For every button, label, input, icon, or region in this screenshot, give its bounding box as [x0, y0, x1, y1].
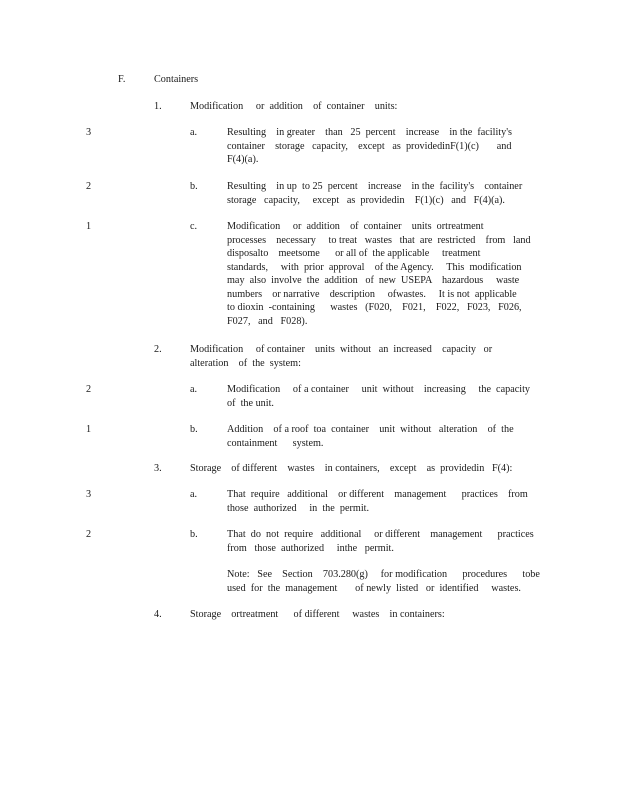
item-3-heading: Storage of different wastes in containers, except as providedin F(4):	[190, 463, 513, 474]
text-line: container storage capacity, except as providedinF(1)(c) and	[227, 140, 512, 152]
text-line: may also involve the addition of new USEPA hazardous waste	[227, 275, 520, 286]
subitem-letter: a.	[190, 489, 198, 500]
text-line: to dioxin -containing wastes (F020, F021, F022, F023, F026,	[227, 302, 522, 313]
subitem-3a-text	[227, 488, 529, 515]
subitem-3b-text	[227, 528, 534, 555]
class-marker: 3	[86, 489, 92, 500]
text-line: alteration of the system:	[190, 357, 301, 369]
text-line: containment system.	[227, 437, 324, 449]
subitem-1b-text	[227, 180, 529, 207]
item-3-number: 3.	[154, 463, 162, 474]
section-title: Containers	[154, 74, 199, 85]
text-line: F(4)(a).	[227, 154, 259, 165]
text-line: storage capacity, except as providedin F(1)(c) and F(4)(a).	[227, 194, 505, 206]
item-4-number: 4.	[154, 609, 162, 620]
item-2-number: 2.	[154, 344, 162, 355]
text-line: used for the management of newly listed or identified wastes.	[227, 582, 521, 594]
text-line: disposalto meetsome or all of the applicable treatment	[227, 248, 481, 259]
item-2-heading	[190, 343, 500, 370]
class-marker: 2	[86, 529, 92, 540]
text-line: Modification of container units without an increased capacity or	[190, 344, 493, 355]
text-line: Resulting in up to 25 percent increase in the facility's container	[227, 181, 523, 192]
subitem-1a-text	[227, 126, 529, 167]
subitem-letter: a.	[190, 384, 198, 395]
text-line: from those authorized inthe permit.	[227, 542, 394, 554]
class-marker: 3	[86, 127, 92, 138]
text-line: That do not require additional or different management practices	[227, 529, 534, 540]
subitem-letter: b.	[190, 424, 198, 435]
class-marker: 1	[86, 424, 92, 435]
text-line: That require additional or different management practices from	[227, 489, 528, 500]
text-line: Modification or addition of container units ortreatment	[227, 221, 484, 232]
subitem-letter: b.	[190, 181, 198, 192]
subitem-letter: b.	[190, 529, 198, 540]
text-line: Note: See Section 703.280(g) for modification procedures tobe	[227, 569, 540, 580]
text-line: Modification of a container unit without increasing the capacity	[227, 384, 530, 395]
text-line: those authorized in the permit.	[227, 502, 370, 514]
item-4-heading: Storage ortreatment of different wastes in containers:	[190, 609, 445, 620]
item-1-heading: Modification or addition of container units:	[190, 101, 398, 112]
text-line: standards, with prior approval of the Agency. This modification	[227, 261, 522, 273]
class-marker: 2	[86, 181, 92, 192]
text-line: processes necessary to treat wastes that are restricted from land	[227, 234, 531, 246]
subitem-2b-text	[227, 423, 529, 450]
class-marker: 1	[86, 221, 92, 232]
section-letter: F.	[118, 74, 126, 85]
text-line: of the unit.	[227, 397, 274, 409]
item-1-number: 1.	[154, 101, 162, 112]
subitem-letter: c.	[190, 221, 198, 232]
subitem-1c-text	[227, 220, 529, 328]
text-line: numbers or narrative description ofwastes. It is not applicable	[227, 288, 517, 300]
subitem-letter: a.	[190, 127, 198, 138]
class-marker: 2	[86, 384, 92, 395]
text-line: Addition of a roof toa container unit without alteration of the	[227, 424, 514, 435]
note-text	[227, 568, 540, 595]
text-line: Resulting in greater than 25 percent increase in the facility's	[227, 127, 513, 138]
text-line: F027, and F028).	[227, 315, 308, 327]
subitem-2a-text	[227, 383, 529, 410]
